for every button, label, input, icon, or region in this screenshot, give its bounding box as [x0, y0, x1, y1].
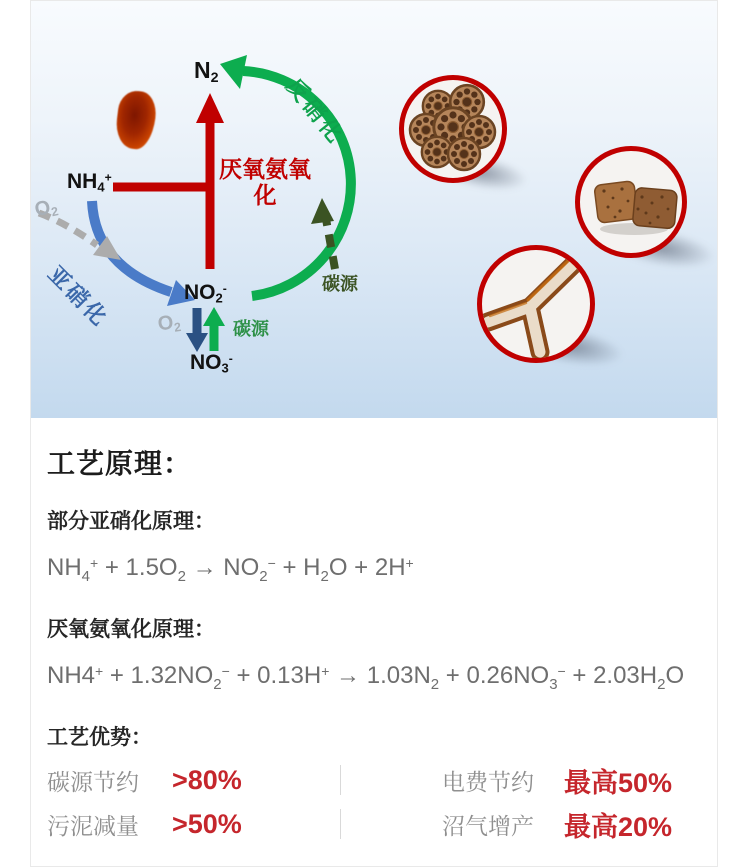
label-n2: $N_2$: [194, 57, 219, 86]
label-o2-upper: $O_2$: [32, 196, 60, 222]
advantage-value: 最高50%: [564, 767, 673, 798]
photo-y-branch-carrier: [477, 245, 595, 363]
section-heading-partial-nitritation: 部分亚硝化原理：: [47, 510, 215, 533]
advantage-value: 最高20%: [564, 811, 673, 842]
equation-partial-nitritation: $NH_4^+ + 1.5O_2 \to NO_2^- + H_2O + 2H^+$: [47, 554, 414, 585]
label-nh4: $NH_4^+$: [67, 170, 112, 195]
divider: [340, 765, 341, 795]
advantage-label: 电费节约: [442, 768, 534, 795]
advantages-title: 工艺优势：: [47, 726, 152, 749]
label-no3: $NO_3^-$: [190, 351, 233, 376]
info-card: [31, 418, 717, 866]
advantage-value: >50%: [172, 808, 242, 839]
photo-sponge-carriers: [575, 146, 687, 258]
label-o2-lower: $O_2$: [156, 311, 182, 336]
label-denitrification: 反硝化: [281, 73, 350, 150]
y-branch-carrier-art: [482, 250, 590, 358]
label-carbon-source-lower: 碳源: [233, 319, 269, 339]
advantage-label: 碳源节约: [47, 768, 139, 795]
no2-no3-arrows: [186, 307, 225, 352]
label-anammox: 厌氧氨氧化: [219, 156, 311, 208]
advantages-row: [47, 758, 701, 802]
advantage-label: 污泥减量: [47, 812, 139, 839]
advantage-label: 沼气增产: [442, 812, 534, 839]
label-carbon-source-upper: 碳源: [322, 274, 358, 294]
anammox-infographic: [30, 0, 718, 867]
label-nitritation: 亚硝化: [43, 261, 114, 333]
process-diagram: [31, 1, 717, 418]
divider: [340, 809, 341, 839]
label-no2: $NO_2^-$: [184, 281, 227, 306]
card-title: 工艺原理：: [47, 448, 193, 479]
advantage-value: >80%: [172, 764, 242, 795]
sponge-carriers-art: [580, 151, 682, 253]
honeycomb-carriers-art: [404, 80, 502, 178]
photo-honeycomb-carriers: [399, 75, 507, 183]
equation-anammox: $NH4^+ + 1.32NO_2^- + 0.13H^+ \to 1.03N_2 + 0.26NO_3^- + 2.03H_2O$: [47, 662, 685, 693]
advantages-row: [47, 802, 701, 846]
section-heading-anammox: 厌氧氨氧化原理：: [47, 618, 215, 641]
